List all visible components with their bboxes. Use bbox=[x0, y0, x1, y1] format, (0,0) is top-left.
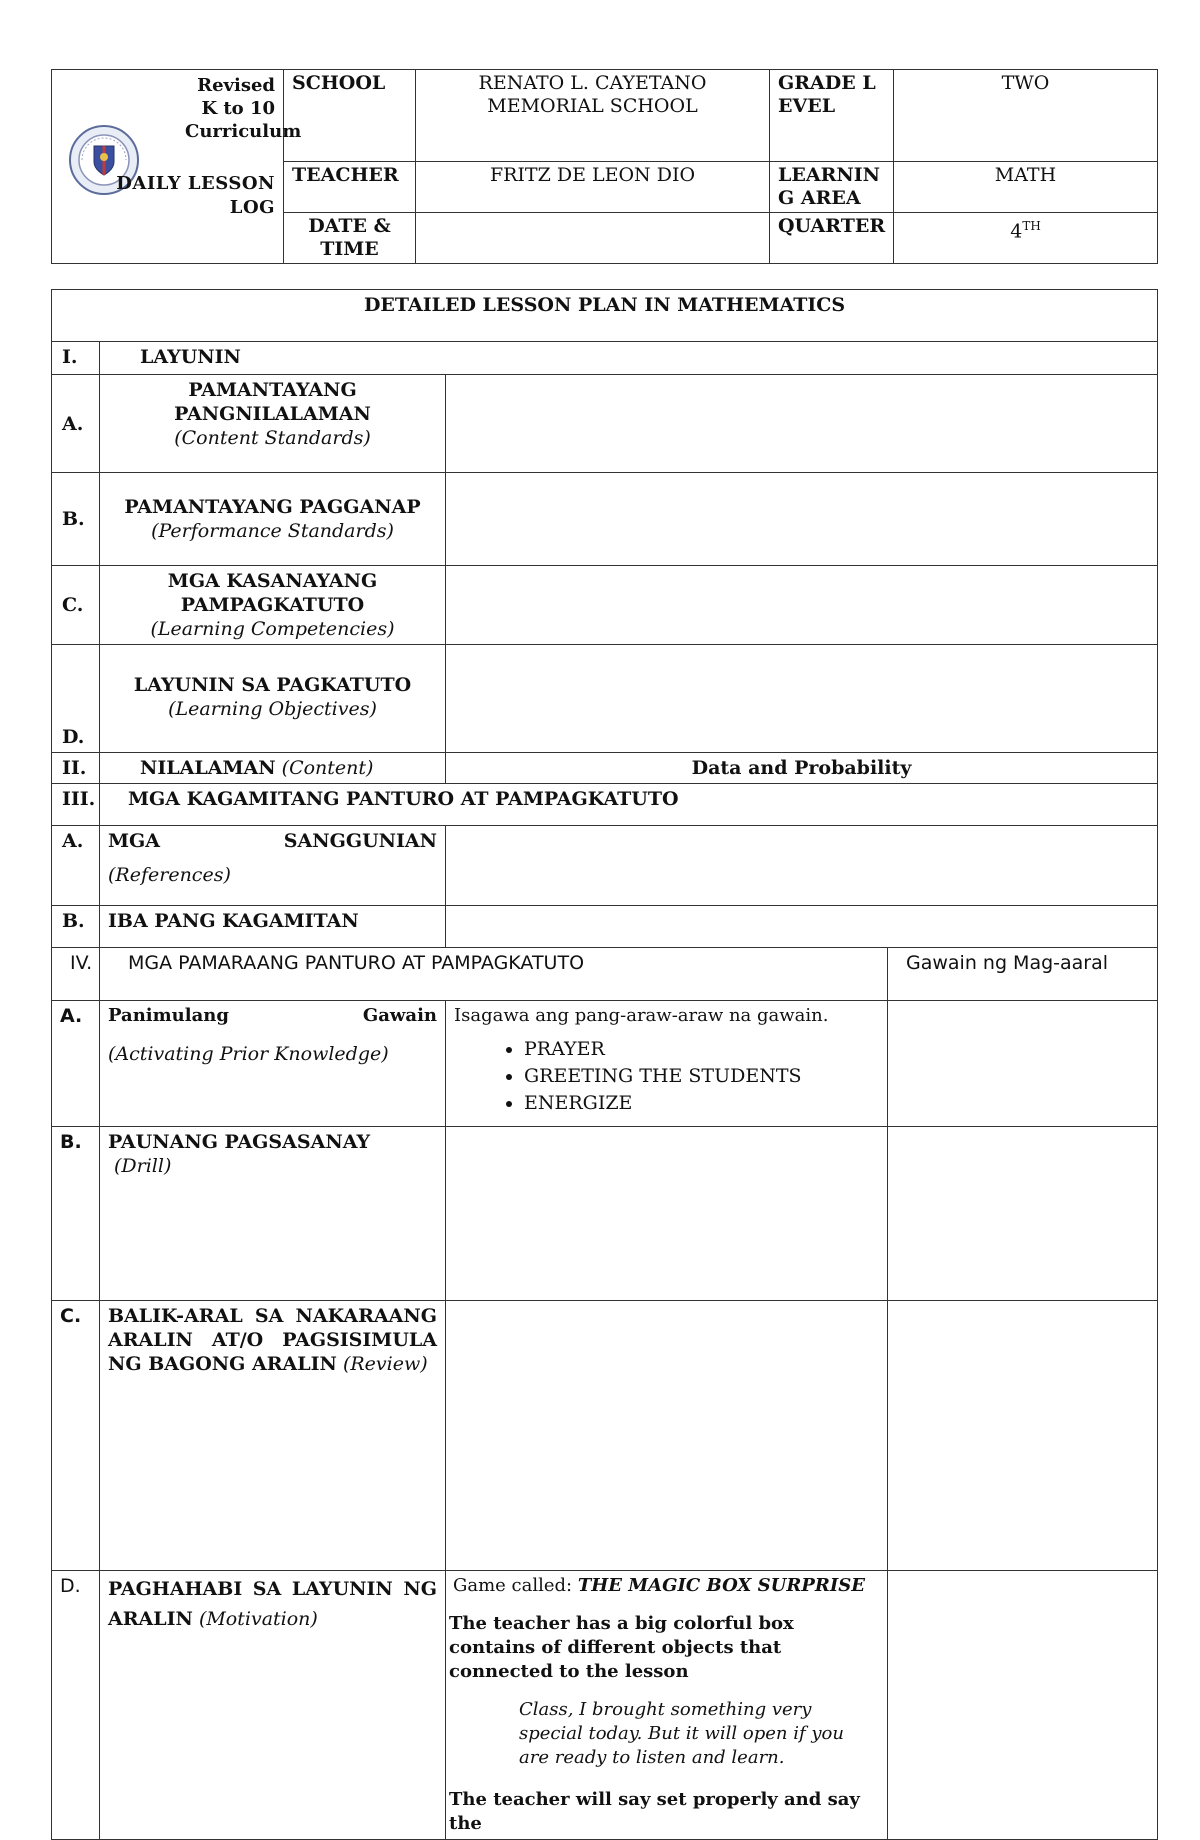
content-standards-label: PAMANTAYANG PANGNILALAMAN bbox=[174, 379, 371, 425]
section-1-number: I. bbox=[52, 342, 100, 375]
performance-standards-value bbox=[446, 473, 1158, 566]
references-value bbox=[446, 826, 1158, 906]
list-item: • PRAYER bbox=[524, 1036, 879, 1063]
other-materials-label: IBA PANG KAGAMITAN bbox=[100, 906, 446, 948]
performance-standards-cell bbox=[100, 473, 446, 566]
content-label: NILALAMAN bbox=[140, 757, 276, 779]
list-item: • GREETING THE STUDENTS bbox=[524, 1063, 879, 1090]
revised-curriculum-label: Revised K to 10 Curriculum bbox=[185, 75, 302, 142]
procedure-a-letter: A. bbox=[52, 1001, 100, 1127]
procedure-a-cell bbox=[100, 1001, 446, 1127]
references-letter: A. bbox=[52, 826, 100, 906]
competencies-sub: (Learning Competencies) bbox=[150, 618, 395, 640]
content-standards-cell bbox=[100, 375, 446, 473]
procedure-b-letter: B. bbox=[52, 1127, 100, 1301]
section-3-label: MGA KAGAMITANG PANTURO AT PAMPAGKATUTO bbox=[100, 784, 1158, 826]
quarter-label: QUARTER bbox=[770, 213, 894, 264]
procedure-b-content bbox=[446, 1127, 888, 1301]
plan-title: DETAILED LESSON PLAN IN MATHEMATICS bbox=[52, 290, 1158, 342]
procedure-a-sub: (Activating Prior Knowledge) bbox=[108, 1043, 389, 1065]
procedure-c-sub: (Review) bbox=[342, 1353, 428, 1375]
procedure-b-sub: (Drill) bbox=[114, 1155, 172, 1177]
procedure-d-sub: (Motivation) bbox=[198, 1608, 318, 1630]
procedure-c-cell bbox=[100, 1301, 446, 1571]
teacher-label: TEACHER bbox=[284, 162, 416, 213]
header-logo-cell bbox=[52, 70, 302, 264]
content-label-cell bbox=[100, 753, 446, 784]
date-time-value bbox=[416, 213, 770, 264]
competencies-label: MGA KASANAYANG PAMPAGKATUTO bbox=[167, 570, 378, 616]
teacher-value: FRITZ DE LEON DIO bbox=[416, 162, 770, 213]
procedure-d-student bbox=[888, 1571, 1158, 1840]
quarter-number: 4 bbox=[1010, 220, 1023, 243]
procedure-a-word-2: Gawain bbox=[362, 1005, 437, 1026]
procedure-d-label: PAGHAHABI SA LAYUNIN NG ARALIN bbox=[108, 1578, 437, 1630]
lesson-plan-table bbox=[51, 289, 1158, 1840]
learning-objectives-cell bbox=[100, 645, 446, 753]
quarter-value bbox=[894, 213, 1158, 264]
procedure-b-cell bbox=[100, 1127, 446, 1301]
school-label: SCHOOL bbox=[284, 70, 416, 162]
student-activity-header: Gawain ng Mag-aaral bbox=[888, 948, 1158, 1001]
procedure-d-quote: Class, I brought something very special today. But it will open if you are ready to listen and learn. bbox=[519, 1699, 844, 1768]
other-materials-letter: B. bbox=[52, 906, 100, 948]
content-sub: (Content) bbox=[281, 757, 374, 779]
procedure-a-word-1: Panimulang bbox=[108, 1005, 229, 1026]
objective-b-letter: B. bbox=[52, 473, 100, 566]
content-standards-value bbox=[446, 375, 1158, 473]
procedure-d-game-prefix: Game called: bbox=[453, 1575, 573, 1596]
section-1-label: LAYUNIN bbox=[100, 342, 1158, 375]
references-label bbox=[108, 829, 437, 853]
learning-objectives-value bbox=[446, 645, 1158, 753]
procedure-d-game-title: THE MAGIC BOX SURPRISE bbox=[577, 1575, 865, 1596]
content-standards-sub: (Content Standards) bbox=[174, 427, 371, 449]
performance-standards-sub: (Performance Standards) bbox=[151, 520, 394, 542]
section-3-number: III. bbox=[52, 784, 100, 826]
learning-area-value: MATH bbox=[894, 162, 1158, 213]
procedure-a-list bbox=[454, 1036, 879, 1117]
header-table bbox=[51, 69, 1158, 264]
procedure-a-content bbox=[446, 1001, 888, 1127]
procedure-c-student bbox=[888, 1301, 1158, 1571]
procedure-b-student bbox=[888, 1127, 1158, 1301]
references-cell bbox=[100, 826, 446, 906]
procedure-d-game bbox=[449, 1574, 879, 1598]
objective-c-letter: C. bbox=[52, 566, 100, 645]
section-4-label: MGA PAMARAANG PANTURO AT PAMPAGKATUTO bbox=[100, 948, 888, 1001]
school-value: RENATO L. CAYETANO MEMORIAL SCHOOL bbox=[416, 70, 770, 162]
procedure-c-content bbox=[446, 1301, 888, 1571]
procedure-c-letter: C. bbox=[52, 1301, 100, 1571]
procedure-d-letter: D. bbox=[52, 1571, 100, 1840]
section-4-number: IV. bbox=[52, 948, 100, 1001]
other-materials-value bbox=[446, 906, 1158, 948]
procedure-a-student bbox=[888, 1001, 1158, 1127]
daily-lesson-log-label: DAILY LESSON LOG bbox=[116, 173, 275, 218]
performance-standards-label: PAMANTAYANG PAGGANAP bbox=[124, 496, 421, 518]
learning-area-label: LEARNING AREA bbox=[770, 162, 894, 213]
references-word-1: MGA bbox=[108, 830, 160, 852]
section-2-number: II. bbox=[52, 753, 100, 784]
competencies-cell bbox=[100, 566, 446, 645]
procedure-b-label: PAUNANG PAGSASANAY bbox=[108, 1131, 371, 1153]
grade-level-value: TWO bbox=[894, 70, 1158, 162]
quarter-suffix: TH bbox=[1022, 219, 1041, 233]
content-value: Data and Probability bbox=[446, 753, 1158, 784]
procedure-a-intro: Isagawa ang pang-araw-araw na gawain. bbox=[454, 1005, 829, 1026]
grade-level-label: GRADE LEVEL bbox=[770, 70, 894, 162]
references-sub: (References) bbox=[108, 864, 231, 886]
procedure-a-label bbox=[108, 1004, 437, 1028]
list-item: • ENERGIZE bbox=[524, 1090, 879, 1117]
procedure-d-content bbox=[446, 1571, 888, 1840]
procedure-d-last-line: The teacher will say set properly and say the bbox=[449, 1789, 860, 1834]
objective-d-letter: D. bbox=[52, 645, 100, 753]
competencies-value bbox=[446, 566, 1158, 645]
learning-objectives-sub: (Learning Objectives) bbox=[168, 698, 377, 720]
learning-objectives-label: LAYUNIN SA PAGKATUTO bbox=[133, 674, 412, 696]
date-time-label: DATE & TIME bbox=[284, 213, 416, 264]
procedure-c-label: BALIK-ARAL SA NAKARAANG ARALIN AT/O PAGSISIMULA NG BAGONG ARALIN bbox=[108, 1305, 437, 1375]
procedure-d-description: The teacher has a big colorful box contains of different objects that connected to the lesson bbox=[449, 1613, 794, 1682]
procedure-d-cell bbox=[100, 1571, 446, 1840]
references-word-2: SANGGUNIAN bbox=[283, 830, 437, 852]
objective-a-letter: A. bbox=[52, 375, 100, 473]
